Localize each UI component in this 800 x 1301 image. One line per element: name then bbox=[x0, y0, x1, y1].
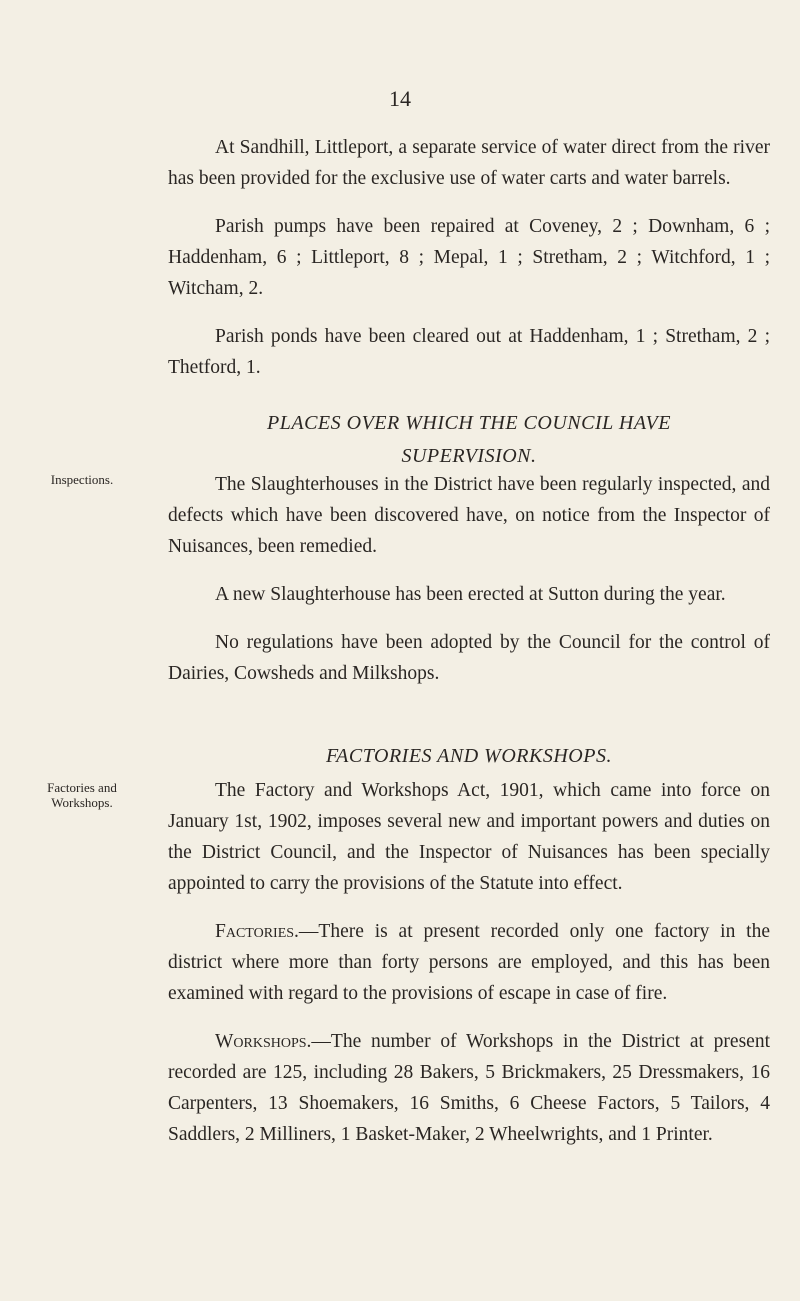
supervision-paragraphs bbox=[168, 469, 770, 689]
factories-paragraph bbox=[168, 916, 770, 1009]
new-slaughterhouse-paragraph: A new Slaughterhouse has been erected at Sutton during the year. bbox=[215, 584, 726, 605]
dairies-paragraph: No regulations have been adopted by the Council for the control of Dairies, Cowsheds and Milkshops. bbox=[168, 632, 770, 684]
factories-paragraphs bbox=[168, 775, 770, 1150]
parish-pumps-paragraph: Parish pumps have been repaired at Coveney, 2 ; Downham, 6 ; Haddenham, 6 ; Littleport, 8 ; Mepal, 1 ; Stretham, 2 ; Witchford, 1 ; Witcham, 2. bbox=[168, 216, 770, 299]
workshops-label: Workshops. bbox=[215, 1031, 312, 1052]
margin-note-line1: Factories and bbox=[47, 780, 117, 795]
slaughterhouses-paragraph: The Slaughterhouses in the District have been regularly inspected, and defects which have been discovered have, on notice from the Inspector of Nuisances, been remedied. bbox=[168, 474, 770, 557]
page-number: 14 bbox=[389, 86, 411, 111]
section-heading-line2: SUPERVISION. bbox=[401, 445, 537, 467]
margin-note-factories bbox=[22, 780, 142, 810]
section-heading-factories: FACTORIES AND WORKSHOPS. bbox=[326, 745, 612, 767]
section-heading-supervision bbox=[168, 407, 770, 473]
factories-label: Factories. bbox=[215, 921, 299, 942]
water-service-paragraph: At Sandhill, Littleport, a separate service of water direct from the river has been provided for the exclusive use of water carts and water barrels. bbox=[168, 137, 770, 189]
margin-note-inspections: Inspections. bbox=[50, 472, 114, 487]
workshops-paragraph bbox=[168, 1026, 770, 1150]
factory-act-paragraph: The Factory and Workshops Act, 1901, which came into force on January 1st, 1902, imposes several new and important powers and duties on the District Council, and the Inspector of Nuisances has been specially appointed to carry the provisions of the Statute into effect. bbox=[168, 780, 770, 894]
margin-note-line2: Workshops. bbox=[51, 795, 113, 810]
intro-paragraphs bbox=[168, 132, 770, 383]
workshops-text: —The number of Workshops in the District at present recorded are 125, including 28 Bakers, 5 Brickmakers, 25 Dressmakers, 16 Carpenters, 13 Shoemakers, 16 Smiths, 6 Cheese Factors, 5 Tailors, 4 Saddlers, 2 Milliners, 1 Basket-Maker, 2 Wheelwrights, and 1 Printer. bbox=[168, 1031, 770, 1145]
parish-ponds-paragraph: Parish ponds have been cleared out at Haddenham, 1 ; Stretham, 2 ; Thetford, 1. bbox=[168, 326, 770, 378]
section-heading-line1: PLACES OVER WHICH THE COUNCIL HAVE bbox=[267, 412, 671, 434]
factories-text: —There is at present recorded only one factory in the district where more than forty persons are employed, and this has been examined with regard to the provisions of escape in case of fire. bbox=[168, 921, 770, 1004]
